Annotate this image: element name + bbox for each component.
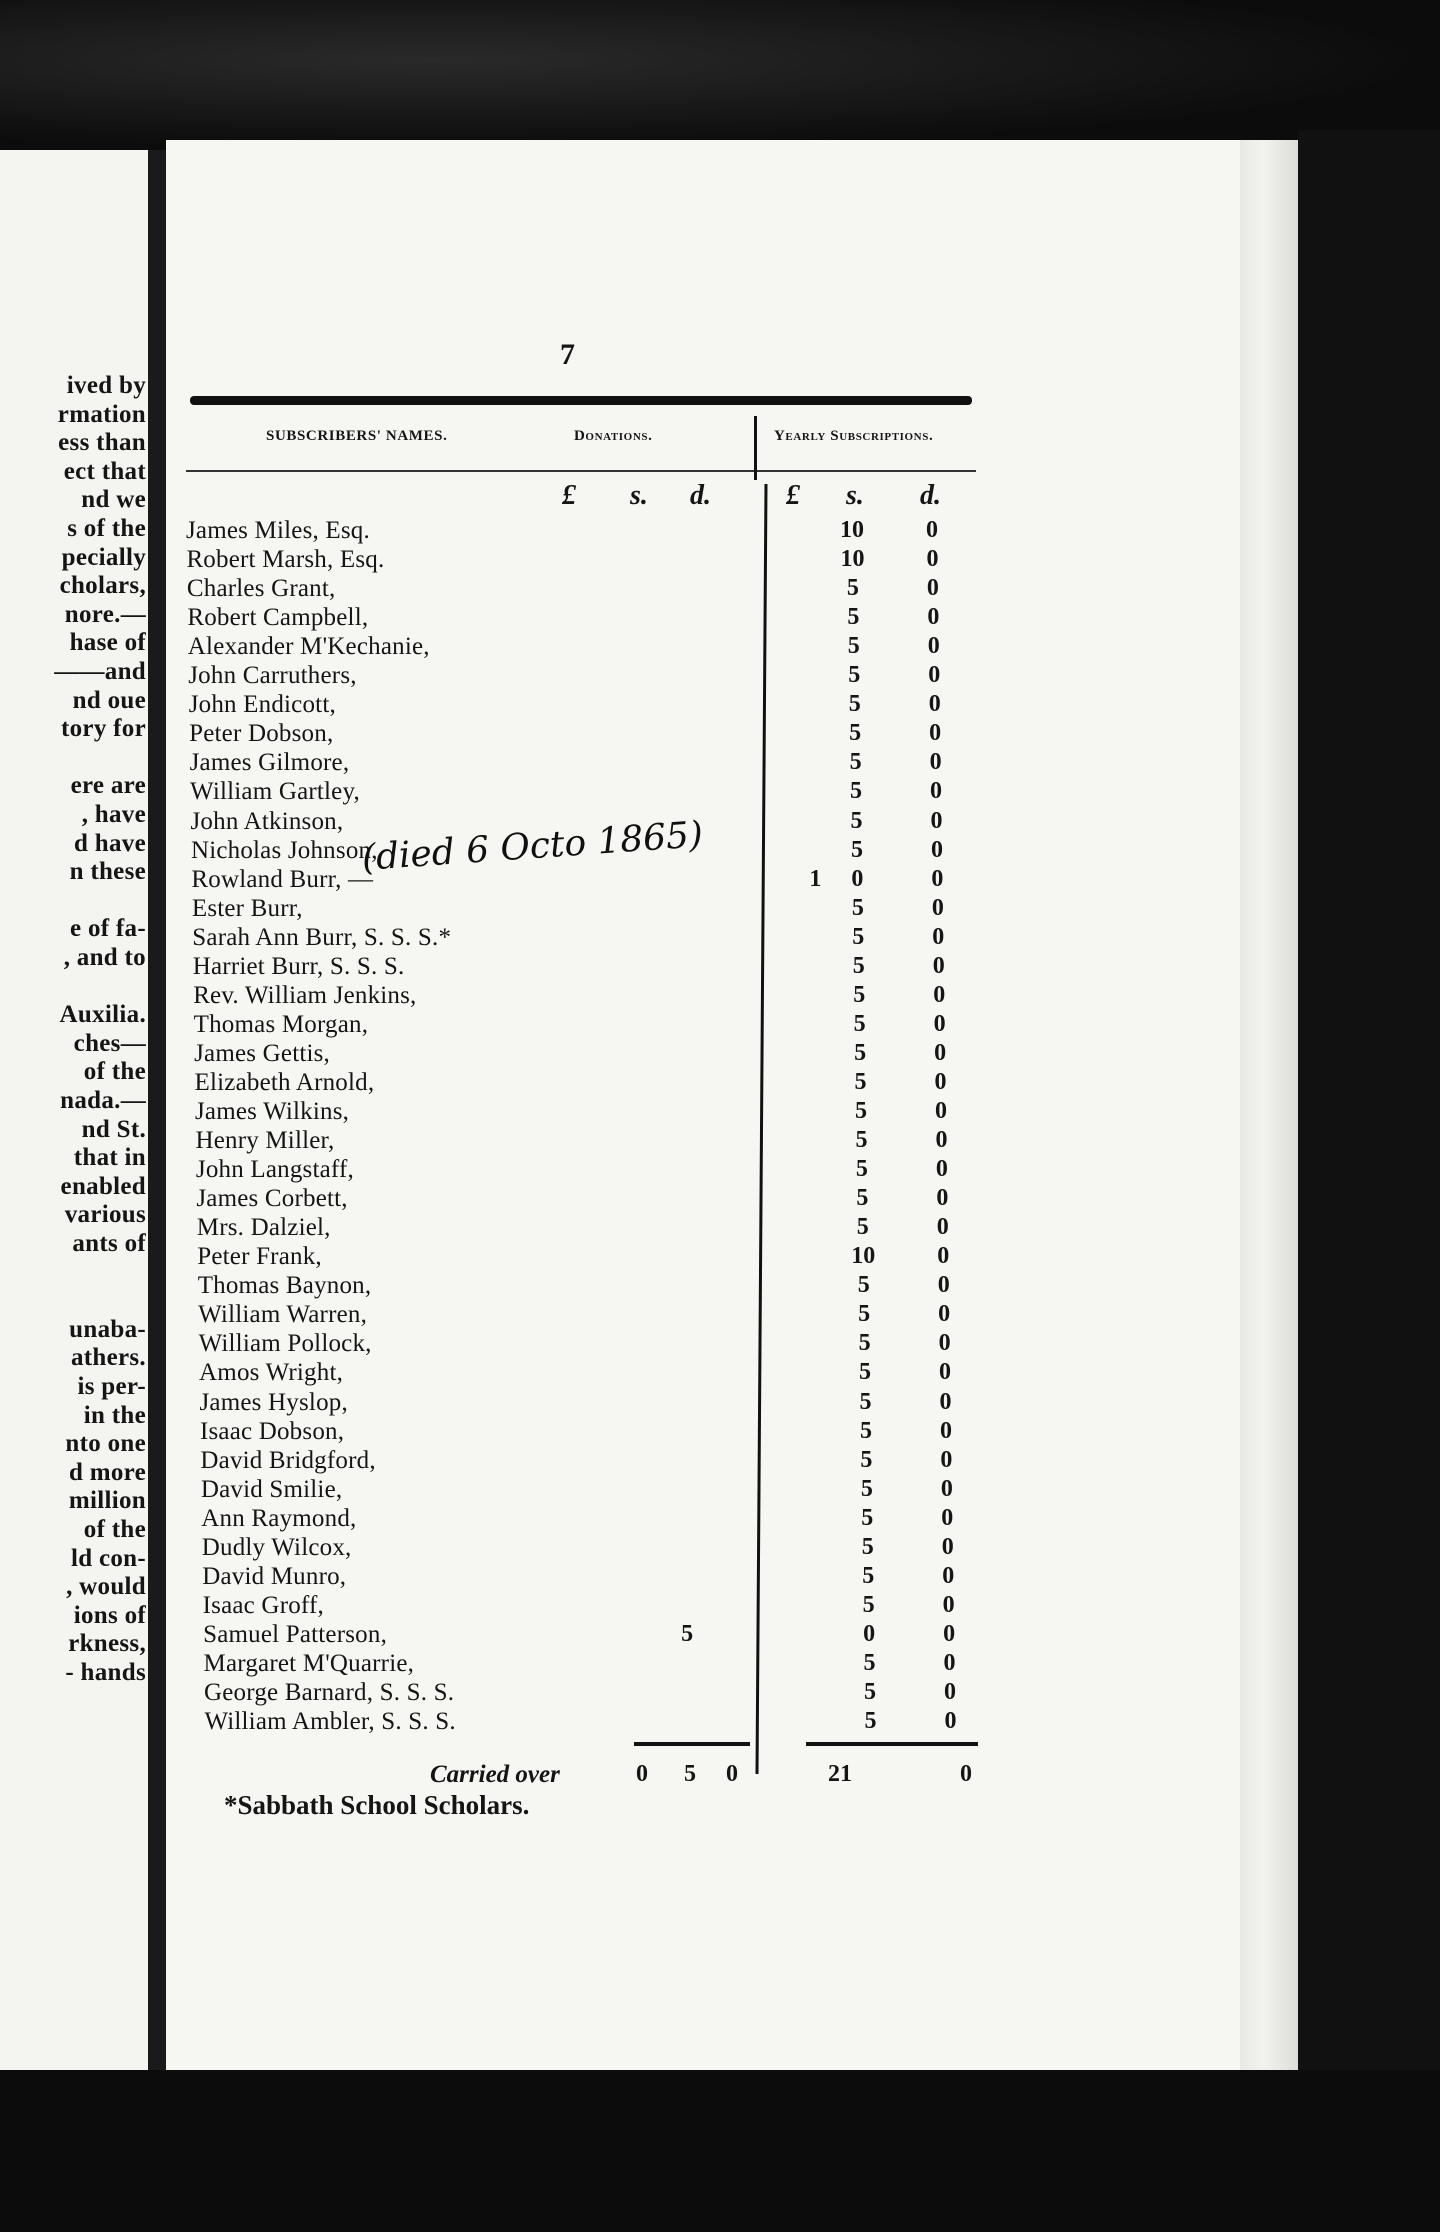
left-page-line: , and to <box>63 944 146 971</box>
yearly-pence: 0 <box>934 1039 947 1066</box>
yearly-pence: 0 <box>936 1214 949 1241</box>
subscriber-name: Harriet Burr, S. S. S. <box>192 952 405 980</box>
subscriber-name: David Bridgford, <box>200 1446 376 1474</box>
yearly-pence: 0 <box>944 1679 956 1705</box>
yearly-shillings: 5 <box>846 575 859 602</box>
left-page-line: rmation <box>57 400 146 428</box>
yearly-pence: 0 <box>927 604 940 631</box>
left-page-line: various <box>64 1201 146 1229</box>
scan-background-bottom <box>0 2070 1440 2232</box>
page-number: 7 <box>560 338 575 371</box>
yearly-pence: 0 <box>932 923 945 950</box>
left-page-line: hase of <box>69 629 146 657</box>
yearly-pence: 0 <box>926 546 939 573</box>
left-page-line: - hands <box>65 1659 146 1686</box>
yearly-pence: 0 <box>939 1359 952 1386</box>
yearly-pence: 0 <box>929 720 942 747</box>
subscriber-name: Robert Campbell, <box>187 604 369 632</box>
yearly-shillings: 5 <box>861 1533 874 1560</box>
yearly-pence: 0 <box>943 1620 956 1647</box>
yearly-pence: 0 <box>935 1098 947 1124</box>
subscriber-name: Thomas Morgan, <box>193 1010 369 1038</box>
yearly-pence: 0 <box>939 1417 952 1444</box>
yearly-pence: 0 <box>926 575 939 602</box>
donation-shillings: 5 <box>681 1620 694 1647</box>
left-page-line: in the <box>83 1401 146 1429</box>
left-page-line: unaba- <box>69 1315 146 1343</box>
yearly-pence: 0 <box>938 1330 951 1357</box>
subscriber-name: Samuel Patterson, <box>203 1620 388 1648</box>
yearly-shillings: 5 <box>863 1649 876 1676</box>
yearly-pence: 0 <box>943 1649 956 1676</box>
yearly-shillings: 10 <box>840 517 864 543</box>
left-page-line: nd we <box>81 486 146 514</box>
yearly-pence: 0 <box>934 1068 947 1095</box>
yearly-shillings: 5 <box>850 836 863 863</box>
subscriber-name: Elizabeth Arnold, <box>194 1068 375 1096</box>
subscriber-name: Nicholas Johnson, <box>190 836 378 864</box>
left-page-line: enabled <box>60 1172 146 1200</box>
yearly-pence: 0 <box>929 749 942 776</box>
donation-pence-unit: d. <box>690 480 711 511</box>
left-page-line: ect that <box>63 457 146 485</box>
yearly-shillings: 5 <box>853 1010 866 1037</box>
subscriber-name: William Warren, <box>198 1301 368 1329</box>
subscriber-name: Rev. William Jenkins, <box>193 981 417 1009</box>
subscriber-name: John Carruthers, <box>188 662 357 690</box>
left-page-line: d have <box>74 829 146 857</box>
donation-shilling-unit: s. <box>630 480 648 511</box>
yearly-shillings: 5 <box>850 807 863 834</box>
yearly-pounds: 1 <box>809 865 822 892</box>
donation-pound-unit: £ <box>562 480 576 511</box>
subscriber-name: Peter Dobson, <box>189 720 334 748</box>
yearly-shillings: 5 <box>857 1272 870 1299</box>
yearly-pence: 0 <box>942 1591 955 1618</box>
yearly-pence: 0 <box>927 633 940 660</box>
subscriber-name: Thomas Baynon, <box>197 1272 372 1300</box>
yearly-pence: 0 <box>935 1127 948 1154</box>
left-page-line: s of the <box>67 515 146 542</box>
header-divider <box>754 416 757 480</box>
subscriber-name: William Ambler, S. S. S. <box>204 1708 456 1736</box>
yearly-pence: 0 <box>931 865 944 892</box>
header-yearly: Yearly Subscriptions. <box>774 428 934 444</box>
yearly-shillings: 5 <box>847 633 860 660</box>
left-page-line: of the <box>83 1058 146 1086</box>
subscriber-name: Robert Marsh, Esq. <box>186 546 385 574</box>
left-page-line: ld con- <box>70 1544 146 1572</box>
subscriber-name: Peter Frank, <box>197 1243 322 1271</box>
yearly-pence: 0 <box>926 517 938 543</box>
carried-donation-pence: 0 <box>726 1761 738 1787</box>
header-donations: Donations. <box>574 428 653 444</box>
page-edges <box>1240 140 1298 2070</box>
yearly-pence: 0 <box>930 807 943 834</box>
left-page-line: cholars, <box>59 572 146 600</box>
yearly-shillings: 5 <box>851 894 864 921</box>
left-page-line: nd oue <box>72 686 146 714</box>
yearly-shillings: 5 <box>853 981 866 1008</box>
yearly-pence: 0 <box>938 1301 951 1328</box>
carried-over-label: Carried over <box>430 1761 560 1788</box>
yearly-pence: 0 <box>940 1446 953 1473</box>
yearly-pence: 0 <box>937 1272 950 1299</box>
subscriber-name: James Corbett, <box>196 1185 348 1213</box>
yearly-pence: 0 <box>928 691 941 718</box>
yearly-shillings: 5 <box>864 1679 876 1705</box>
yearly-shillings: 5 <box>864 1708 877 1735</box>
yearly-shillings: 5 <box>855 1098 867 1124</box>
carried-donation-pounds: 0 <box>636 1761 648 1787</box>
header-rule <box>186 470 976 472</box>
yearly-shillings: 5 <box>859 1388 872 1415</box>
yearly-shillings: 5 <box>860 1446 873 1473</box>
left-page-line: tory for <box>61 715 146 743</box>
subscriber-name: Ester Burr, <box>191 894 303 922</box>
left-page-line: d more <box>68 1458 146 1486</box>
subscriber-name: Henry Miller, <box>195 1127 335 1155</box>
yearly-shillings: 5 <box>859 1359 872 1386</box>
header-names: SUBSCRIBERS' NAMES. <box>266 428 448 444</box>
yearly-pence: 0 <box>942 1562 955 1589</box>
scan-background-top <box>0 0 1440 150</box>
yearly-shillings: 5 <box>859 1417 872 1444</box>
left-page-line: athers. <box>70 1344 146 1372</box>
subscriber-name: George Barnard, S. S. S. <box>204 1679 455 1706</box>
donation-total-rule <box>634 1742 750 1746</box>
left-page-line: nada.— <box>60 1087 146 1114</box>
subscriber-name: Margaret M'Quarrie, <box>203 1649 415 1677</box>
yearly-shillings: 5 <box>849 720 862 747</box>
subscriber-name: Charles Grant, <box>186 575 336 603</box>
yearly-pence: 0 <box>941 1504 954 1531</box>
subscriber-name: John Endicott, <box>188 691 336 719</box>
yearly-shillings: 5 <box>856 1214 869 1241</box>
carried-yearly-pounds: 21 <box>828 1761 852 1787</box>
subscriber-name: Mrs. Dalziel, <box>196 1214 331 1242</box>
yearly-shillings: 5 <box>854 1039 867 1066</box>
subscriber-name: Rowland Burr, — <box>191 865 374 893</box>
yearly-shilling-unit: s. <box>846 480 864 511</box>
yearly-shillings: 10 <box>840 546 865 573</box>
yearly-shillings: 0 <box>863 1620 876 1647</box>
yearly-shillings: 5 <box>862 1591 875 1618</box>
subscriber-name: Sarah Ann Burr, S. S. S.* <box>192 923 452 951</box>
subscriber-name: James Wilkins, <box>195 1098 350 1125</box>
left-page-line: pecially <box>61 543 146 571</box>
left-page-line: ere are <box>70 772 146 800</box>
subscriber-name: John Langstaff, <box>195 1156 354 1184</box>
yearly-shillings: 5 <box>858 1301 871 1328</box>
yearly-pence: 0 <box>937 1243 950 1270</box>
subscriber-name: James Hyslop, <box>199 1388 348 1416</box>
yearly-shillings: 0 <box>851 865 864 892</box>
heavy-rule <box>190 396 972 405</box>
left-page-line: is per- <box>77 1373 146 1400</box>
left-page-line: that in <box>73 1144 146 1172</box>
yearly-pence: 0 <box>933 981 946 1008</box>
yearly-shillings: 5 <box>856 1185 869 1212</box>
handwritten-note: (died 6 Octo 1865) <box>360 814 705 879</box>
yearly-pence: 0 <box>932 952 945 979</box>
left-page-line: nto one <box>65 1430 146 1458</box>
carried-yearly-pence: 0 <box>960 1761 972 1787</box>
left-page-line: ived by <box>66 372 146 399</box>
subscriber-name: James Gilmore, <box>189 749 350 777</box>
subscriber-name: Amos Wright, <box>199 1359 344 1387</box>
yearly-pence: 0 <box>931 894 944 921</box>
yearly-pence: 0 <box>935 1156 948 1183</box>
yearly-pence-unit: d. <box>920 480 941 511</box>
yearly-shillings: 5 <box>850 778 863 805</box>
carried-donation-shillings: 5 <box>684 1761 696 1787</box>
yearly-pence: 0 <box>944 1708 957 1735</box>
yearly-shillings: 5 <box>854 1068 867 1095</box>
left-page-line: million <box>68 1487 146 1515</box>
subscriber-name: Isaac Dobson, <box>199 1417 345 1445</box>
left-page-line: ——and <box>54 658 146 685</box>
subscriber-name: Alexander M'Kechanie, <box>187 633 430 661</box>
book-cover-edge <box>1298 130 1440 2080</box>
left-page-line: ions of <box>73 1601 146 1629</box>
left-page-line: n these <box>69 858 146 886</box>
left-page-line: , would <box>66 1573 146 1601</box>
yearly-shillings: 5 <box>848 691 861 718</box>
yearly-shillings: 5 <box>852 952 865 979</box>
left-page-line: nore.— <box>64 600 146 628</box>
yearly-shillings: 5 <box>855 1127 868 1154</box>
yearly-shillings: 5 <box>852 923 865 950</box>
subscriber-name: Ann Raymond, <box>201 1504 357 1532</box>
yearly-shillings: 5 <box>849 749 862 776</box>
left-page-line: of the <box>83 1516 146 1543</box>
yearly-shillings: 5 <box>858 1330 871 1357</box>
book-gutter <box>148 150 166 2070</box>
subscriber-name: Dudly Wilcox, <box>201 1533 352 1561</box>
yearly-shillings: 5 <box>860 1475 873 1502</box>
left-page-fragment <box>0 150 152 2070</box>
footnote: *Sabbath School Scholars. <box>224 1790 530 1820</box>
yearly-pence: 0 <box>936 1185 949 1212</box>
subscriber-name: James Gettis, <box>194 1039 331 1067</box>
yearly-shillings: 5 <box>855 1156 868 1183</box>
yearly-pence: 0 <box>933 1010 946 1037</box>
yearly-shillings: 10 <box>851 1243 876 1270</box>
subscriber-name: William Gartley, <box>190 778 361 806</box>
left-page-line: nd St. <box>81 1115 146 1143</box>
left-page-line: ants of <box>72 1230 146 1257</box>
yearly-pound-unit: £ <box>786 480 800 511</box>
subscriber-name: James Miles, Esq. <box>186 517 370 544</box>
yearly-shillings: 5 <box>862 1562 875 1589</box>
left-page-line: rkness, <box>68 1630 146 1658</box>
subscriber-name: William Pollock, <box>198 1330 372 1358</box>
yearly-shillings: 5 <box>847 604 860 631</box>
left-page-line: ches— <box>73 1029 146 1057</box>
subscriber-name: John Atkinson, <box>190 807 344 835</box>
subscriber-name: Isaac Groff, <box>202 1591 324 1619</box>
yearly-pence: 0 <box>939 1388 952 1415</box>
left-page-line: Auxilia. <box>59 1001 146 1029</box>
yearly-total-rule <box>806 1742 978 1746</box>
yearly-shillings: 5 <box>848 662 861 689</box>
left-page-line: e of fa- <box>70 915 146 943</box>
yearly-pence: 0 <box>930 836 943 863</box>
yearly-pence: 0 <box>928 662 941 689</box>
left-page-line: , have <box>81 801 146 828</box>
subscriber-name: David Munro, <box>202 1562 347 1590</box>
subscriber-name: David Smilie, <box>200 1475 343 1503</box>
yearly-pence: 0 <box>930 778 943 805</box>
yearly-shillings: 5 <box>861 1504 874 1531</box>
yearly-pence: 0 <box>941 1533 954 1560</box>
yearly-pence: 0 <box>940 1475 953 1502</box>
left-page-line: ess than <box>58 429 146 457</box>
